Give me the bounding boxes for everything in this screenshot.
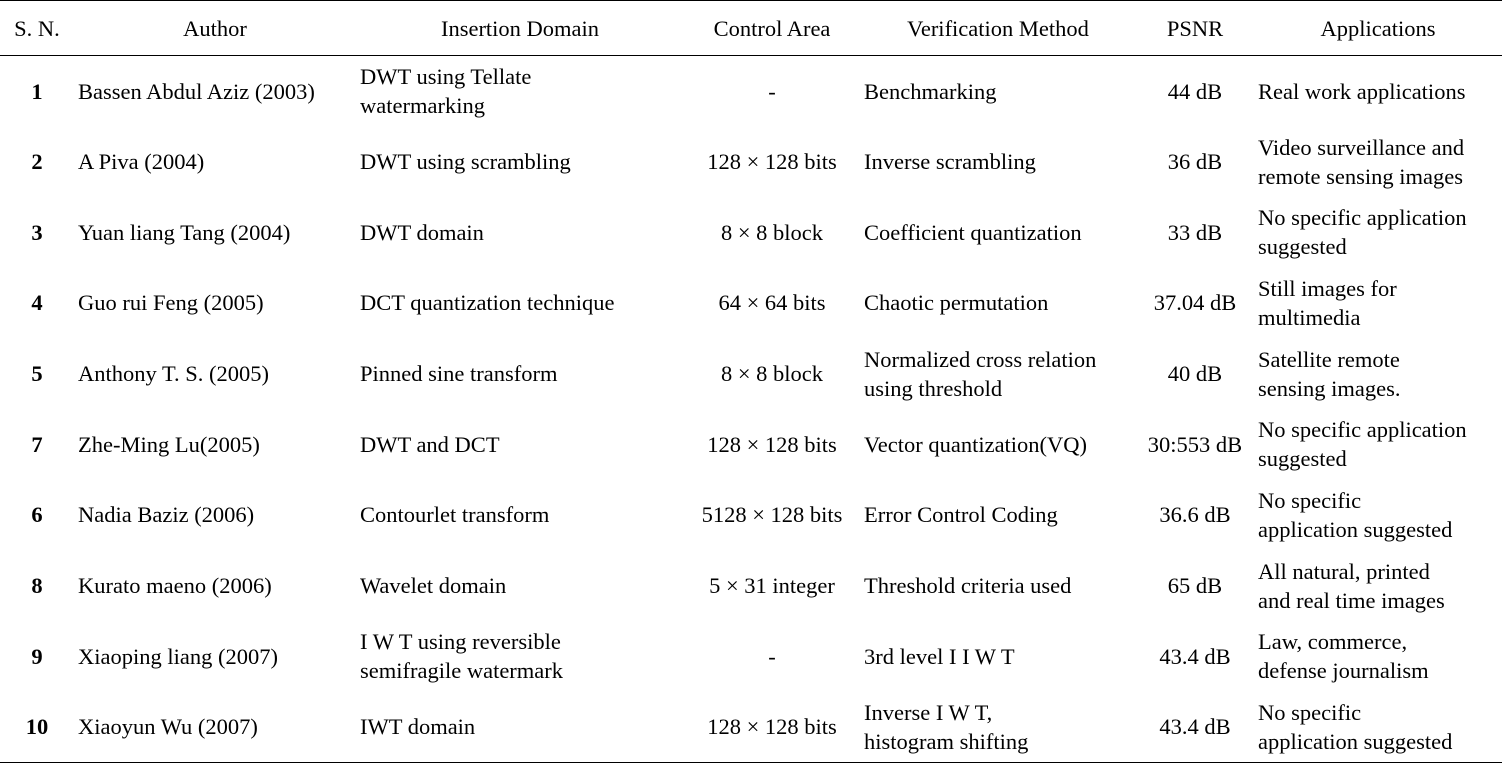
- cell-psnr: 30:553 dB: [1147, 431, 1243, 457]
- cell-insertion-domain: [356, 409, 684, 480]
- cell-verification-method-line: Normalized cross relation: [864, 346, 1097, 372]
- cell-control-area: 64 × 64 bits: [718, 290, 826, 316]
- cell-insertion-domain: [356, 268, 684, 339]
- cell-insertion-domain: [356, 126, 684, 197]
- cell-verification-method: [860, 56, 1136, 127]
- cell-applications-line: suggested: [1258, 446, 1347, 472]
- cell-sn: 3: [31, 219, 43, 245]
- cell-applications-line: multimedia: [1258, 304, 1361, 330]
- cell-insertion-domain-line: Wavelet domain: [360, 573, 507, 599]
- cell-applications-line: All natural, printed: [1258, 558, 1430, 584]
- cell-applications-line: Law, commerce,: [1258, 629, 1408, 655]
- cell-insertion-domain-line: semifragile watermark: [360, 658, 564, 684]
- cell-applications-line: defense journalism: [1258, 658, 1429, 684]
- cell-author: Yuan liang Tang (2004): [78, 219, 291, 245]
- table-row: [0, 692, 1502, 763]
- cell-control-area: 128 × 128 bits: [707, 431, 837, 457]
- cell-control-area: 8 × 8 block: [720, 361, 824, 387]
- cell-control-area: -: [768, 643, 776, 669]
- cell-applications-line: Satellite remote: [1258, 346, 1400, 372]
- cell-insertion-domain: [356, 480, 684, 551]
- cell-applications-line: No specific application: [1258, 417, 1467, 443]
- cell-applications: [1254, 197, 1502, 268]
- cell-sn: 6: [31, 502, 43, 528]
- table-row: [0, 621, 1502, 692]
- cell-author: Zhe-Ming Lu(2005): [78, 431, 260, 457]
- cell-control-area: 128 × 128 bits: [684, 692, 860, 763]
- cell-insertion-domain-line: DWT domain: [360, 219, 484, 245]
- table-row: [0, 409, 1502, 480]
- cell-insertion-domain-line: DCT quantization technique: [360, 290, 615, 316]
- cell-applications-line: application suggested: [1258, 516, 1453, 542]
- cell-applications: [1254, 621, 1502, 692]
- cell-insertion-domain: [356, 197, 684, 268]
- cell-author: Kurato maeno (2006): [78, 573, 272, 599]
- cell-control-area: 8 × 8 block: [720, 219, 824, 245]
- header-applications: Applications: [1254, 1, 1502, 56]
- cell-insertion-domain-line: I W T using reversible: [360, 629, 561, 655]
- cell-sn: 9: [31, 643, 43, 669]
- cell-verification-method-line: Inverse scrambling: [864, 149, 1036, 175]
- cell-psnr: 43.4 dB: [1136, 692, 1254, 763]
- cell-psnr: 36 dB: [1167, 149, 1223, 175]
- cell-verification-method-line: Coefficient quantization: [864, 219, 1082, 245]
- cell-insertion-domain: [356, 692, 684, 763]
- cell-insertion-domain-line: watermarking: [360, 93, 485, 119]
- cell-psnr: 33 dB: [1167, 219, 1223, 245]
- cell-verification-method: [860, 126, 1136, 197]
- header-sn: S. N.: [0, 1, 74, 56]
- cell-insertion-domain: [356, 56, 684, 127]
- header-insertion-domain: Insertion Domain: [356, 1, 684, 56]
- cell-insertion-domain: [356, 338, 684, 409]
- cell-sn: 7: [31, 431, 43, 457]
- cell-psnr: 36.6 dB: [1159, 502, 1231, 528]
- cell-insertion-domain-line: DWT using scrambling: [360, 149, 571, 175]
- cell-psnr: 44 dB: [1167, 78, 1223, 104]
- cell-insertion-domain: [356, 550, 684, 621]
- cell-verification-method-line: Benchmarking: [864, 78, 997, 104]
- cell-psnr: 37.04 dB: [1153, 290, 1237, 316]
- table-row: [0, 56, 1502, 127]
- header-psnr: PSNR: [1136, 1, 1254, 56]
- table-row: [0, 268, 1502, 339]
- cell-verification-method: [860, 692, 1136, 763]
- cell-verification-method-line: Error Control Coding: [864, 502, 1058, 528]
- cell-verification-method: [860, 338, 1136, 409]
- cell-applications-line: suggested: [1258, 234, 1347, 260]
- cell-applications: [1254, 692, 1502, 763]
- cell-sn: 2: [31, 149, 43, 175]
- header-author: Author: [74, 1, 356, 56]
- cell-applications: [1254, 338, 1502, 409]
- cell-applications-line: application suggested: [1258, 728, 1453, 754]
- table-row: [0, 550, 1502, 621]
- cell-control-area: 5128 × 128 bits: [701, 502, 843, 528]
- cell-applications-line: remote sensing images: [1258, 163, 1463, 189]
- table-body: [0, 56, 1502, 763]
- cell-verification-method-line: Vector quantization(VQ): [864, 431, 1088, 457]
- header-control-area: Control Area: [684, 1, 860, 56]
- cell-psnr: 65 dB: [1167, 573, 1223, 599]
- cell-sn: 8: [31, 573, 43, 599]
- cell-insertion-domain-line: DWT using Tellate: [360, 64, 532, 90]
- cell-applications-line: and real time images: [1258, 587, 1445, 613]
- cell-applications-line: sensing images.: [1258, 375, 1401, 401]
- cell-psnr: 40 dB: [1167, 361, 1223, 387]
- table-row: [0, 126, 1502, 197]
- cell-verification-method-line: Threshold criteria used: [864, 573, 1072, 599]
- cell-insertion-domain: [356, 621, 684, 692]
- cell-verification-method-line: using threshold: [864, 375, 1003, 401]
- cell-applications-line: No specific application: [1258, 205, 1467, 231]
- cell-verification-method: [860, 197, 1136, 268]
- cell-author: Guo rui Feng (2005): [78, 290, 264, 316]
- cell-applications: [1254, 550, 1502, 621]
- cell-applications-line: No specific: [1258, 699, 1362, 725]
- cell-psnr: 43.4 dB: [1159, 643, 1231, 669]
- cell-control-area: 128 × 128 bits: [707, 149, 837, 175]
- cell-applications: [1254, 56, 1502, 127]
- cell-verification-method: [860, 268, 1136, 339]
- cell-control-area: -: [768, 78, 776, 104]
- cell-applications-line: Still images for: [1258, 275, 1397, 301]
- cell-applications: [1254, 268, 1502, 339]
- cell-applications-line: Real work applications: [1258, 78, 1466, 104]
- cell-verification-method: [860, 550, 1136, 621]
- cell-author: Anthony T. S. (2005): [78, 361, 270, 387]
- cell-insertion-domain-line: IWT domain: [360, 714, 476, 740]
- table-row: [0, 197, 1502, 268]
- cell-verification-method-line: histogram shifting: [864, 728, 1029, 754]
- cell-sn: 4: [31, 290, 43, 316]
- cell-applications: [1254, 126, 1502, 197]
- table-row: [0, 338, 1502, 409]
- cell-verification-method-line: 3rd level I I W T: [864, 643, 1015, 669]
- cell-verification-method: [860, 480, 1136, 551]
- header-verification-method: Verification Method: [860, 1, 1136, 56]
- cell-verification-method-line: Chaotic permutation: [864, 290, 1049, 316]
- cell-applications-line: No specific: [1258, 487, 1362, 513]
- cell-control-area: 5 × 31 integer: [709, 573, 835, 599]
- header-row: [0, 1, 1502, 56]
- cell-sn: 10: [0, 692, 74, 763]
- cell-insertion-domain-line: Contourlet transform: [360, 502, 550, 528]
- cell-sn: 1: [31, 78, 43, 104]
- cell-author: Xiaoyun Wu (2007): [74, 692, 356, 763]
- cell-author: Nadia Baziz (2006): [78, 502, 255, 528]
- cell-sn: 5: [31, 361, 43, 387]
- cell-insertion-domain-line: Pinned sine transform: [360, 361, 558, 387]
- cell-verification-method-line: Inverse I W T,: [864, 699, 993, 725]
- cell-author: A Piva (2004): [78, 149, 205, 175]
- cell-applications-line: Video surveillance and: [1258, 134, 1465, 160]
- cell-applications: [1254, 409, 1502, 480]
- cell-verification-method: [860, 409, 1136, 480]
- cell-author: Xiaoping liang (2007): [78, 643, 278, 669]
- cell-author: Bassen Abdul Aziz (2003): [78, 78, 315, 104]
- cell-applications: [1254, 480, 1502, 551]
- cell-verification-method: [860, 621, 1136, 692]
- table-row: [0, 480, 1502, 551]
- cell-insertion-domain-line: DWT and DCT: [360, 431, 500, 457]
